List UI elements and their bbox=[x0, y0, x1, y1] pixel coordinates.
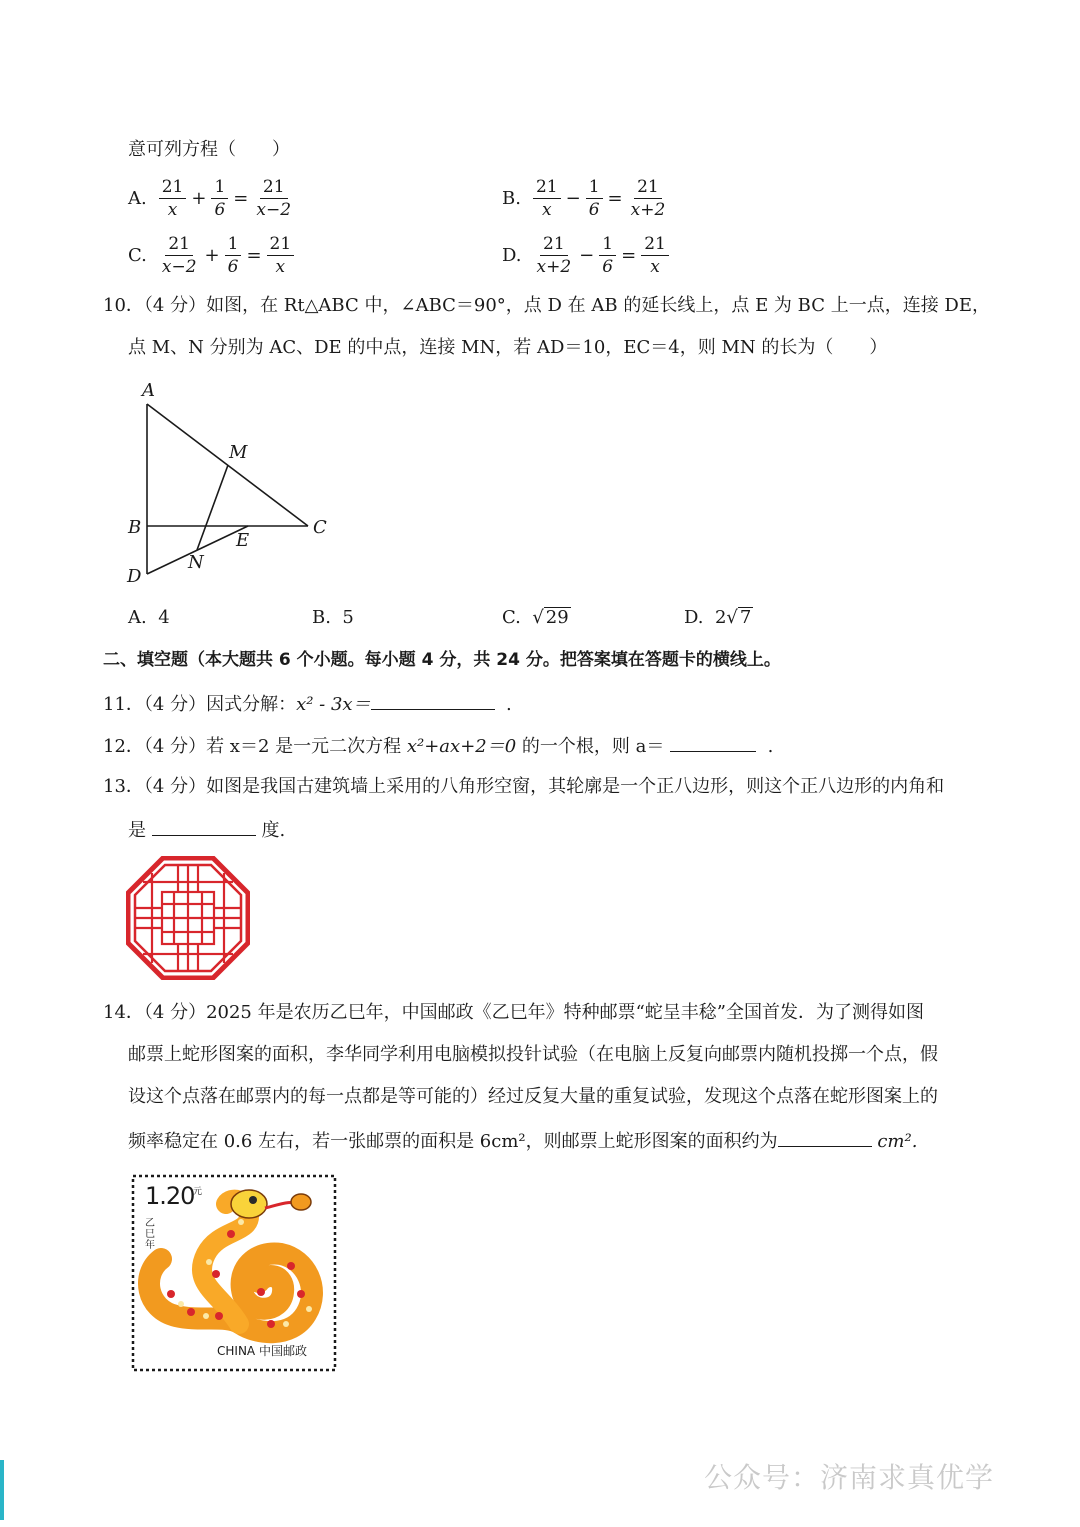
q10-line-2: 点 M、N 分别为 AC、DE 的中点，连接 MN，若 AD＝10，EC＝4，则 MN 的长为（ ） bbox=[128, 337, 888, 358]
q14-line-4: 频率稳定在 0.6 左右，若一张邮票的面积是 6cm²，则邮票上蛇形图案的面积约为 cm². bbox=[128, 1128, 917, 1154]
label-n: N bbox=[188, 552, 204, 573]
label-a: A bbox=[142, 380, 155, 401]
q10-option-a: A. 4 bbox=[128, 607, 170, 628]
q14-line-1: 14．（4 分）2025 年是农历乙巳年，中国邮政《乙巳年》特种邮票“蛇呈丰稔”全国首发．为了测得如图 bbox=[103, 1002, 925, 1023]
q9-option-a: A. $\frac{21}{x}$ + $\frac{1}{6}$ = $\frac{21}{x-2}$ bbox=[128, 177, 292, 220]
q10-triangle-figure bbox=[118, 376, 348, 591]
q13-line-2: 是 度. bbox=[128, 817, 285, 843]
q9-option-c: C. $\frac{21}{x-2}$ + $\frac{1}{6}$ = $\frac{21}{x}$ bbox=[128, 233, 296, 278]
q10-option-c: C. √ 29 bbox=[502, 607, 569, 628]
stamp-unit: 元 bbox=[193, 1187, 203, 1197]
watermark: 公众号：济南求真优学 bbox=[704, 1461, 995, 1494]
q10-option-b: B. 5 bbox=[312, 607, 354, 628]
q9-tail: 意可列方程（ ） bbox=[128, 139, 290, 160]
q9-option-d: D. $\frac{21}{x+2}$ − $\frac{1}{6}$ = $\frac{21}{x}$ bbox=[502, 233, 671, 278]
stamp-bottom-text: CHINA 中国邮政 bbox=[217, 1344, 307, 1358]
q11: 11．（4 分）因式分解：x² - 3x＝ . bbox=[103, 691, 512, 717]
label-d: D bbox=[127, 566, 142, 587]
q14-line-2: 邮票上蛇形图案的面积，李华同学利用电脑模拟投针试验（在电脑上反复向邮票内随机投掷一个点，假 bbox=[128, 1044, 938, 1065]
q13-answer-blank[interactable] bbox=[152, 817, 256, 836]
q10-option-d: D. 2√ 7 bbox=[684, 607, 752, 628]
q9-option-b: B. $\frac{21}{x}$ − $\frac{1}{6}$ = $\frac{21}{x+2}$ bbox=[502, 177, 666, 220]
stamp-vertical-text: 乙巳年 bbox=[145, 1218, 155, 1251]
q14-line-3: 设这个点落在邮票内的每一点都是等可能的）经过反复大量的重复试验，发现这个点落在蛇形图案上的 bbox=[128, 1086, 938, 1107]
octagon-window-image bbox=[126, 856, 250, 980]
section-2-heading: 二、填空题（本大题共 6 个小题。每小题 4 分，共 24 分。把答案填在答题卡的横线上。 bbox=[103, 650, 781, 670]
q10-line-1: 10．（4 分）如图，在 Rt△ABC 中，∠ABC＝90°，点 D 在 AB 的延长线上，点 E 为 BC 上一点，连接 DE， bbox=[103, 295, 990, 316]
q11-answer-blank[interactable] bbox=[371, 691, 495, 710]
q14-answer-blank[interactable] bbox=[778, 1128, 872, 1147]
label-b: B bbox=[128, 517, 142, 538]
left-edge-accent bbox=[0, 1460, 4, 1520]
label-c: C bbox=[313, 517, 327, 538]
q12-answer-blank[interactable] bbox=[670, 733, 756, 752]
label-e: E bbox=[236, 530, 250, 551]
q13-line-1: 13．（4 分）如图是我国古建筑墙上采用的八角形空窗，其轮廓是一个正八边形，则这个正八边形的内角和 bbox=[103, 776, 945, 797]
q12: 12．（4 分）若 x＝2 是一元二次方程 x²+ax+2＝0 的一个根，则 a＝ . bbox=[103, 733, 773, 759]
label-m: M bbox=[229, 442, 248, 463]
stamp-value: 1.20 bbox=[145, 1182, 195, 1210]
snake-stamp-image bbox=[131, 1174, 337, 1372]
